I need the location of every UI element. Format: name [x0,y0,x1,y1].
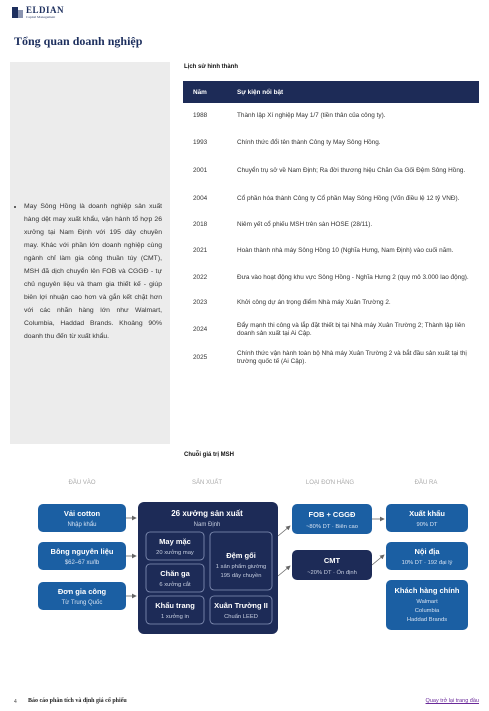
svg-text:Xuất khẩu: Xuất khẩu [409,509,445,518]
svg-text:Walmart: Walmart [416,599,438,605]
history-section-label: Lịch sử hình thành [184,64,239,70]
company-summary-box [10,62,170,444]
svg-text:~20% DT · Ổn định: ~20% DT · Ổn định [307,570,357,576]
svg-text:Nội địa: Nội địa [414,547,440,556]
svg-text:Chăn ga: Chăn ga [160,569,190,578]
svg-text:6 xưởng cắt: 6 xưởng cắt [159,582,191,588]
output-node-key-customers [386,580,468,630]
history-col-event: Sự kiện nổi bật [227,81,479,103]
history-year: 1988 [193,112,208,119]
history-row [183,315,479,345]
arrow [278,566,290,576]
svg-text:Xuân Trường II: Xuân Trường II [214,601,268,610]
svg-text:CMT: CMT [323,556,341,565]
input-title: Bông nguyên liệu [50,547,114,556]
svg-text:195 dây chuyền: 195 dây chuyền [220,573,262,579]
history-year: 2024 [193,326,208,333]
back-to-top-link[interactable]: Quay trở lại trang đầu [425,698,479,704]
history-row [183,345,479,371]
history-table [183,81,479,371]
history-year: 2018 [193,221,208,228]
history-event: Khởi công dự án trọng điểm Nhà máy Xuân Trường 2. [237,299,391,306]
history-year: 2021 [193,247,208,254]
svg-text:Khách hàng chính: Khách hàng chính [394,586,460,595]
history-event: Chính thức vận hành toàn bộ Nhà máy Xuân Trường 2 và bắt đầu sản xuất tại thị trường quốc tế (Ai Cập). [237,350,467,365]
input-title: Đơn gia công [57,587,107,596]
history-row [183,103,479,129]
history-year: 2022 [193,274,208,281]
arrow [278,526,290,536]
chain-header-input: ĐẦU VÀO [68,480,96,486]
chain-header-output: ĐẦU RA [414,480,438,486]
svg-text:1 sản phẩm giường: 1 sản phẩm giường [215,564,267,570]
value-chain-diagram [0,470,489,650]
history-event: Chính thức đổi tên thành Công ty May Sông Hồng. [237,139,381,146]
svg-text:FOB + CGGĐ: FOB + CGGĐ [308,510,356,519]
output-node-domestic [386,542,468,570]
history-event: Đẩy mạnh thi công và lắp đặt thiết bị tại Nhà máy Xuân Trường 2; Thành lập liên doanh sản xuất tại Ai Cập. [237,322,465,337]
order-node-cmt [292,550,372,580]
input-sub: $62–67 xu/lb [64,560,100,566]
output-node-export [386,504,468,532]
history-col-year: Năm [183,81,227,103]
order-node-fob [292,504,372,534]
value-chain-label: Chuỗi giá trị MSH [184,452,234,458]
history-event: Cổ phần hóa thành Công ty Cổ phần May Sông Hồng (Vốn điều lệ 12 tỷ VNĐ). [237,195,460,202]
history-row [183,213,479,237]
history-event: Chuyển trụ sở về Nam Định; Ra đời thương hiệu Chăn Ga Gối Đệm Sông Hồng. [237,167,466,174]
svg-text:10% DT · 192 đại lý: 10% DT · 192 đại lý [401,560,453,566]
input-title: Vải cotton [63,509,101,518]
arrow [372,555,384,565]
input-node-raw-cotton [38,542,126,570]
summary-paragraph: • May Sông Hồng là doanh nghiệp sản xuất hàng dệt may xuất khẩu, vận hành tổ hợp 26 xưởng tại Nam Định với 195 dây chuyền may. Khác với phần lớn doanh nghiệp cùng ngành chỉ làm gia công thuần túy (CMT), MSH đã dịch chuyển lên FOB và CGGĐ - tự chủ nguyên liệu và tham gia thiết kế - giúp biên lợi nhuận cao hơn và gắn kết chặt hơn với các nhãn hàng lớn như Walmart, Columbia, Haddad Brands. Khoảng 90% doanh thu đến từ xuất khẩu. [24,200,162,343]
history-year: 2004 [193,195,208,202]
input-node-outsourcing [38,582,126,610]
svg-text:Haddad Brands: Haddad Brands [406,617,448,623]
history-event: Thành lập Xí nghiệp May 1/7 (tiền thân của công ty). [237,112,386,119]
history-event: Đưa vào hoạt động khu vực Sông Hồng - Nghĩa Hưng 2 (quy mô 3.000 lao động). [237,274,469,281]
input-sub: Nhập khẩu [67,522,97,528]
input-node-cotton [38,504,126,532]
svg-text:20 xưởng may: 20 xưởng may [156,550,194,556]
history-year: 2023 [193,299,208,306]
history-row [183,157,479,185]
history-event: Hoàn thành nhà máy Sông Hồng 10 (Nghĩa Hưng, Nam Định) vào cuối năm. [237,247,454,254]
history-row [183,291,479,315]
history-year: 2025 [193,354,208,361]
logo-icon [12,7,23,18]
page-title: Tổng quan doanh nghiệp [14,34,143,48]
history-row [183,129,479,157]
brand-logo [12,6,64,19]
svg-text:Chuẩn LEED: Chuẩn LEED [224,614,258,620]
history-year: 2001 [193,167,208,174]
summary-list [10,200,170,343]
production-title: 26 xưởng sản xuất [171,509,243,518]
history-row [183,185,479,213]
brand-name: ELDIAN [26,5,65,15]
production-sub: Nam Định [193,522,221,528]
svg-text:Columbia: Columbia [414,608,440,614]
chain-header-orders: LOẠI ĐƠN HÀNG [305,480,355,486]
brand-tagline: Capital Management [26,15,56,19]
svg-text:1 xưởng in: 1 xưởng in [161,614,189,620]
svg-text:Khẩu trang: Khẩu trang [155,601,195,610]
svg-text:Đệm gối: Đệm gối [226,551,256,560]
page-number: 4 [14,699,17,705]
footer-report-title: Báo cáo phân tích và định giá cổ phiếu [28,698,127,704]
history-event: Niêm yết cổ phiếu MSH trên sàn HOSE (28/11). [237,221,373,228]
history-row [183,237,479,265]
svg-text:90% DT: 90% DT [416,522,438,528]
input-sub: Từ Trung Quốc [61,600,103,606]
production-block [138,502,278,634]
chain-header-production: SẢN XUẤT [191,480,223,486]
svg-text:May mặc: May mặc [159,537,191,546]
history-year: 1993 [193,139,208,146]
history-row [183,265,479,291]
history-header-row [183,81,479,103]
svg-text:~80% DT · Biên cao: ~80% DT · Biên cao [306,524,358,530]
